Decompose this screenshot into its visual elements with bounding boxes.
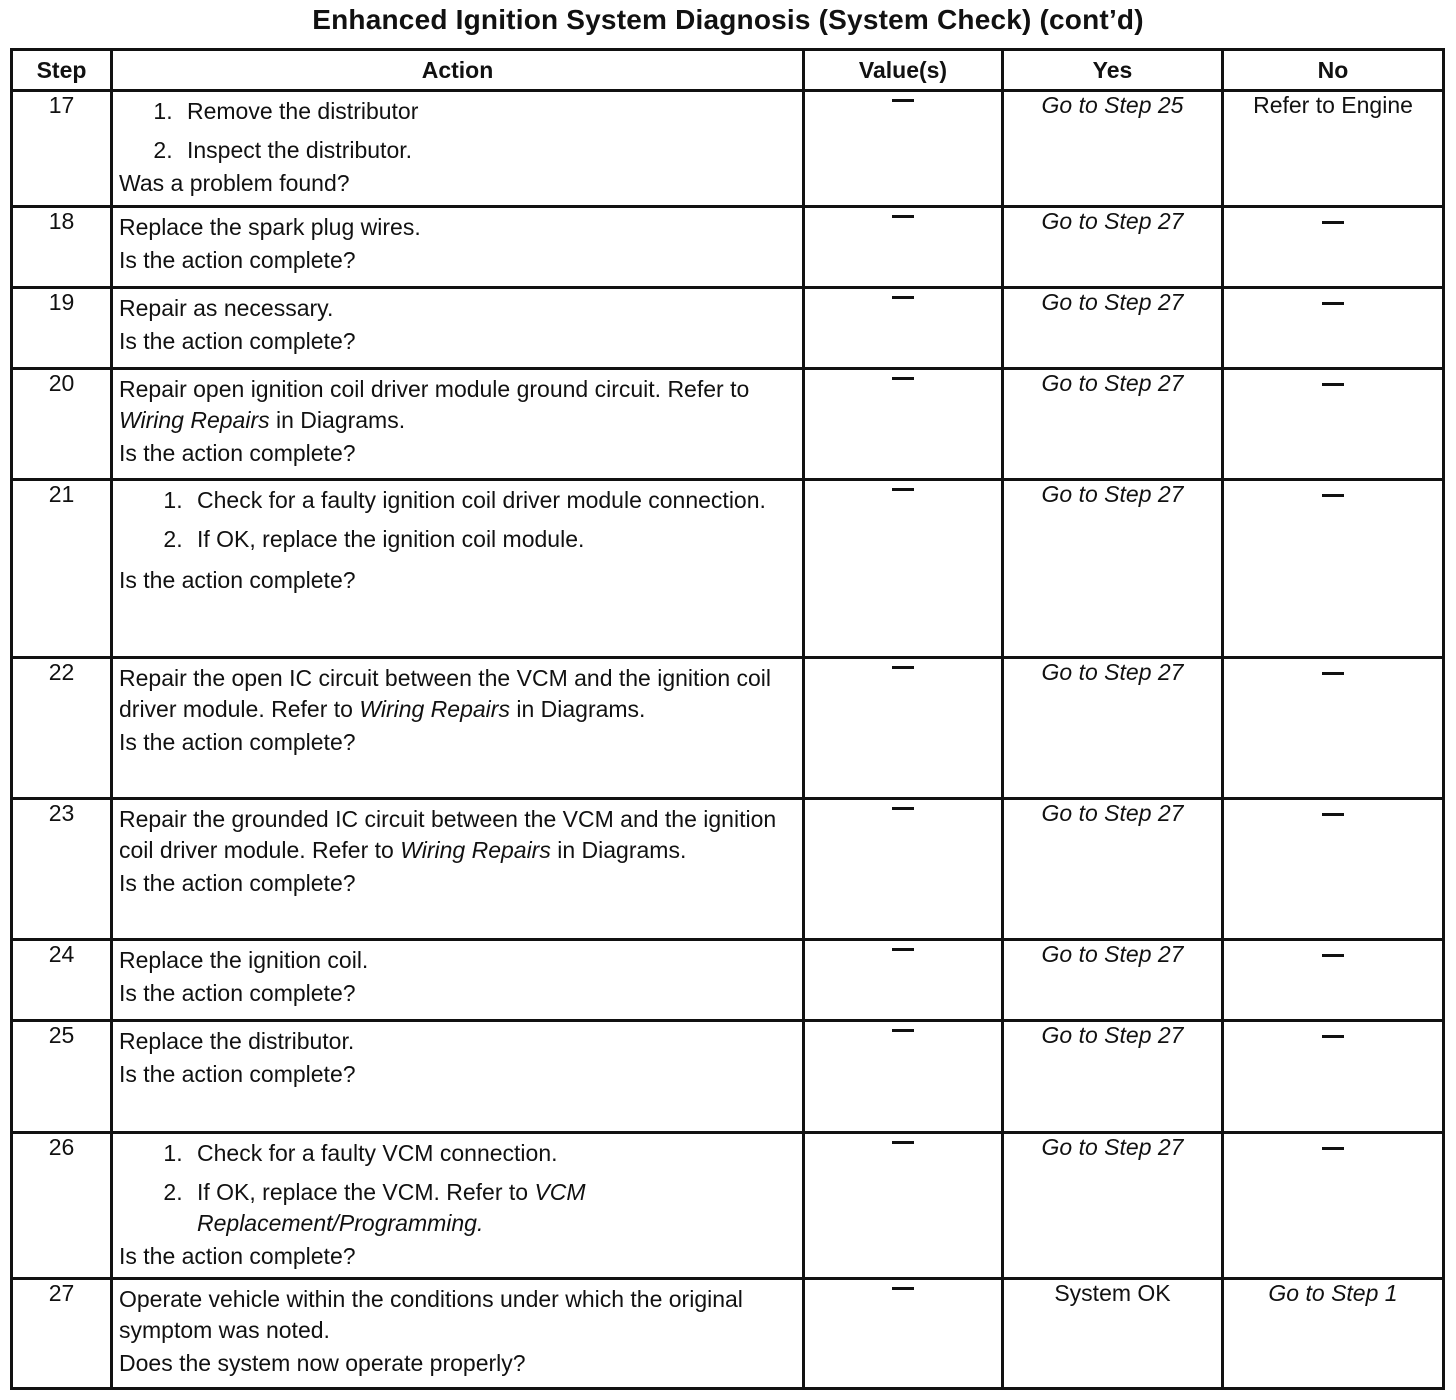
yes-cell: Go to Step 27: [1003, 799, 1223, 940]
no-cell: [1223, 658, 1444, 799]
dash-mark: [892, 215, 914, 218]
action-cell: [112, 1021, 804, 1133]
dash-mark: [892, 296, 914, 299]
dash-mark: [892, 807, 914, 810]
table-row: [12, 480, 1444, 658]
action-question: Does the system now operate properly?: [119, 1350, 526, 1376]
action-cell: [112, 91, 804, 207]
step-number: 25: [12, 1021, 112, 1133]
header-yes: Yes: [1003, 50, 1223, 91]
table-row: [12, 1279, 1444, 1389]
dash-mark: [1322, 672, 1344, 675]
action-text-em: VCM Replacement/Programming.: [197, 1179, 586, 1236]
no-cell: Go to Step 1: [1223, 1279, 1444, 1389]
value-cell: [804, 207, 1003, 288]
action-cell: [112, 940, 804, 1021]
action-steps: [119, 96, 796, 166]
step-number: 20: [12, 369, 112, 480]
value-cell: [804, 658, 1003, 799]
yes-cell: Go to Step 27: [1003, 207, 1223, 288]
table-row: [12, 369, 1444, 480]
action-question: Is the action complete?: [119, 328, 356, 354]
yes-cell: Go to Step 27: [1003, 1021, 1223, 1133]
step-number: 19: [12, 288, 112, 369]
no-cell: [1223, 1133, 1444, 1279]
action-text-part: Repair the grounded IC circuit between the VCM and the ignition coil driver module. Refer to: [119, 806, 777, 863]
yes-cell: Go to Step 27: [1003, 288, 1223, 369]
no-cell: [1223, 480, 1444, 658]
action-text: [119, 663, 796, 725]
action-cell: [112, 207, 804, 288]
action-text: [119, 374, 796, 436]
action-cell: [112, 480, 804, 658]
value-cell: [804, 1133, 1003, 1279]
no-cell: [1223, 207, 1444, 288]
action-question: Is the action complete?: [119, 567, 356, 593]
action-question: Is the action complete?: [119, 1061, 356, 1087]
step-number: 24: [12, 940, 112, 1021]
action-cell: [112, 1279, 804, 1389]
action-cell: [112, 658, 804, 799]
action-text-em: Wiring Repairs: [119, 407, 270, 433]
dash-mark: [1322, 383, 1344, 386]
yes-cell: Go to Step 27: [1003, 1133, 1223, 1279]
dash-mark: [1322, 1035, 1344, 1038]
header-values: Value(s): [804, 50, 1003, 91]
table-row: [12, 658, 1444, 799]
action-question: Is the action complete?: [119, 870, 356, 896]
action-question: Is the action complete?: [119, 440, 356, 466]
action-text-em: Wiring Repairs: [359, 696, 510, 722]
action-cell: [112, 288, 804, 369]
dash-mark: [892, 488, 914, 491]
table-row: [12, 207, 1444, 288]
dash-mark: [892, 1287, 914, 1290]
dash-mark: [892, 99, 914, 102]
value-cell: [804, 288, 1003, 369]
action-text: Repair as necessary.: [119, 295, 334, 321]
step-number: 21: [12, 480, 112, 658]
action-text-em: Wiring Repairs: [400, 837, 551, 863]
dash-mark: [1322, 813, 1344, 816]
action-question: Is the action complete?: [119, 247, 356, 273]
action-question: Was a problem found?: [119, 170, 350, 196]
action-text-part: Repair the open IC circuit between the VCM and the ignition coil driver module. Refer to: [119, 665, 772, 722]
yes-cell: Go to Step 27: [1003, 658, 1223, 799]
value-cell: [804, 91, 1003, 207]
yes-cell: Go to Step 27: [1003, 369, 1223, 480]
dash-mark: [892, 1141, 914, 1144]
dash-mark: [1322, 221, 1344, 224]
table-header-row: [12, 50, 1444, 91]
table-row: [12, 799, 1444, 940]
action-step: [189, 1177, 796, 1239]
dash-mark: [1322, 302, 1344, 305]
yes-cell: Go to Step 25: [1003, 91, 1223, 207]
yes-cell: System OK: [1003, 1279, 1223, 1389]
action-text: Replace the spark plug wires.: [119, 214, 421, 240]
value-cell: [804, 799, 1003, 940]
dash-mark: [1322, 494, 1344, 497]
step-number: 23: [12, 799, 112, 940]
action-text: Replace the ignition coil.: [119, 947, 369, 973]
no-cell: [1223, 1021, 1444, 1133]
action-question: Is the action complete?: [119, 980, 356, 1006]
table-row: [12, 288, 1444, 369]
action-step: 1. Check for a faulty ignition coil driver module connection.: [189, 485, 796, 516]
header-step: Step: [12, 50, 112, 91]
step-number: 17: [12, 91, 112, 207]
step-number: 22: [12, 658, 112, 799]
action-step: 1. Check for a faulty VCM connection.: [189, 1138, 796, 1169]
no-cell: [1223, 288, 1444, 369]
action-text-part: in Diagrams.: [550, 837, 687, 863]
step-number: 27: [12, 1279, 112, 1389]
action-text: [119, 804, 796, 866]
action-cell: [112, 369, 804, 480]
dash-mark: [1322, 954, 1344, 957]
action-cell: [112, 799, 804, 940]
action-step: 1. Remove the distributor: [179, 96, 796, 127]
diagnosis-table: [10, 48, 1445, 1390]
yes-cell: Go to Step 27: [1003, 940, 1223, 1021]
value-cell: [804, 940, 1003, 1021]
dash-mark: [892, 666, 914, 669]
no-cell: [1223, 799, 1444, 940]
action-step: 2. Inspect the distributor.: [179, 135, 796, 166]
action-text-part: If OK, replace the VCM. Refer to: [197, 1179, 535, 1205]
value-cell: [804, 1279, 1003, 1389]
step-number: 26: [12, 1133, 112, 1279]
value-cell: [804, 480, 1003, 658]
dash-mark: [892, 948, 914, 951]
action-text-part: in Diagrams.: [509, 696, 646, 722]
no-cell: [1223, 369, 1444, 480]
step-number: 18: [12, 207, 112, 288]
header-no: No: [1223, 50, 1444, 91]
value-cell: [804, 369, 1003, 480]
action-steps: [119, 485, 796, 563]
table-row: [12, 1021, 1444, 1133]
action-cell: [112, 1133, 804, 1279]
yes-cell: Go to Step 27: [1003, 480, 1223, 658]
action-step: 2. If OK, replace the ignition coil module.: [189, 524, 796, 555]
dash-mark: [892, 377, 914, 380]
page-title: Enhanced Ignition System Diagnosis (System Check) (cont’d): [312, 4, 1144, 35]
action-question: Is the action complete?: [119, 729, 356, 755]
dash-mark: [892, 1029, 914, 1032]
table-row: [12, 940, 1444, 1021]
no-cell: Refer to Engine: [1223, 91, 1444, 207]
table-row: [12, 1133, 1444, 1279]
no-cell: [1223, 940, 1444, 1021]
action-question: Is the action complete?: [119, 1243, 356, 1269]
action-text: Replace the distributor.: [119, 1028, 355, 1054]
dash-mark: [1322, 1147, 1344, 1150]
value-cell: [804, 1021, 1003, 1133]
action-text: Operate vehicle within the conditions under which the original symptom was noted.: [119, 1286, 743, 1343]
action-steps: [119, 1138, 796, 1239]
action-text-part: Repair open ignition coil driver module ground circuit. Refer to: [119, 376, 750, 402]
header-action: Action: [112, 50, 804, 91]
table-row: [12, 91, 1444, 207]
action-text-part: in Diagrams.: [269, 407, 406, 433]
